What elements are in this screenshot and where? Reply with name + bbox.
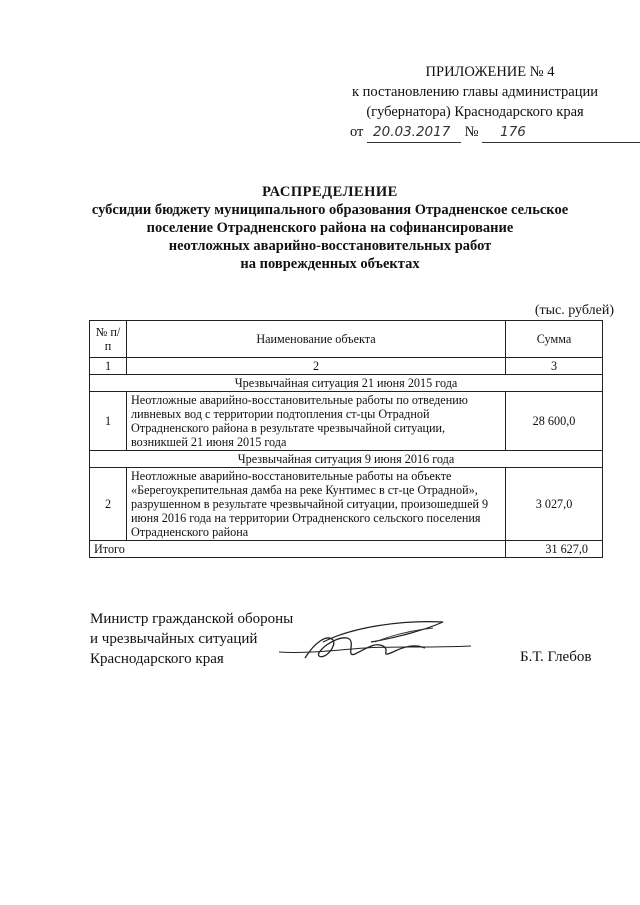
index-cell: 2 xyxy=(127,358,506,375)
appendix-title: ПРИЛОЖЕНИЕ № 4 xyxy=(425,64,555,80)
header-num: № п/п xyxy=(90,321,127,358)
title-line-1: субсидии бюджету муниципального образования Отрадненское сельское xyxy=(91,202,569,218)
date-prefix: от xyxy=(350,124,364,140)
title-line-3: неотложных аварийно-восстановительных работ xyxy=(168,238,492,254)
total-row xyxy=(90,541,603,558)
header-sum: Сумма xyxy=(506,321,603,358)
row-num: 2 xyxy=(90,468,127,541)
signatory-title xyxy=(90,609,293,669)
section-title: Чрезвычайная ситуация 21 июня 2015 года xyxy=(90,375,603,392)
distribution-table xyxy=(89,320,603,558)
total-label: Итого xyxy=(90,541,506,558)
table-index-row xyxy=(90,358,603,375)
signatory-line-1: Министр гражданской обороны xyxy=(90,611,294,627)
row-name: Неотложные аварийно-восстановительные работы по отведению ливневых вод с территории подтопления ст-цы Отрадной Отрадненского района в результате чрезвычайной ситуации, возникшей 21 июня 2015 года xyxy=(127,392,506,451)
signatory-line-2: и чрезвычайных ситуаций xyxy=(90,631,258,647)
row-sum: 28 600,0 xyxy=(506,392,603,451)
header-name: Наименование объекта xyxy=(127,321,506,358)
table-row xyxy=(90,468,603,541)
index-cell: 1 xyxy=(90,358,127,375)
title-heading: РАСПРЕДЕЛЕНИЕ xyxy=(262,184,398,200)
section-title: Чрезвычайная ситуация 9 июня 2016 года xyxy=(90,451,603,468)
signatory-name: Б.Т. Глебов xyxy=(520,649,592,665)
handwritten-signature xyxy=(275,612,475,672)
title-line-2: поселение Отрадненского района на софинансирование xyxy=(146,220,514,236)
date-value: 20.03.2017 xyxy=(367,122,461,143)
number-value: 176 xyxy=(482,122,640,143)
appendix-line-3: (губернатора) Краснодарского края xyxy=(366,104,584,120)
units-label: (тыс. рублей) xyxy=(534,303,614,318)
table-row xyxy=(90,392,603,451)
appendix-block xyxy=(330,62,620,143)
section-row xyxy=(90,375,603,392)
row-name: Неотложные аварийно-восстановительные работы на объекте «Берегоукрепительная дамба на реке Кунтимес в ст-це Отрадной», разрушенном в результате чрезвычайной ситуации, произошедшей 9 июня 2016 года на территории Отрадненского сельского поселения Отрадненского района xyxy=(127,468,506,541)
row-sum: 3 027,0 xyxy=(506,468,603,541)
table-header-row xyxy=(90,321,603,358)
index-cell: 3 xyxy=(506,358,603,375)
section-row xyxy=(90,451,603,468)
signatory-line-3: Краснодарского края xyxy=(90,651,224,667)
appendix-date-line xyxy=(330,122,620,143)
appendix-line-2: к постановлению главы администрации xyxy=(351,84,599,100)
row-num: 1 xyxy=(90,392,127,451)
title-line-4: на поврежденных объектах xyxy=(240,256,420,272)
number-prefix: № xyxy=(464,124,479,140)
document-title xyxy=(60,183,600,273)
total-sum: 31 627,0 xyxy=(506,541,603,558)
